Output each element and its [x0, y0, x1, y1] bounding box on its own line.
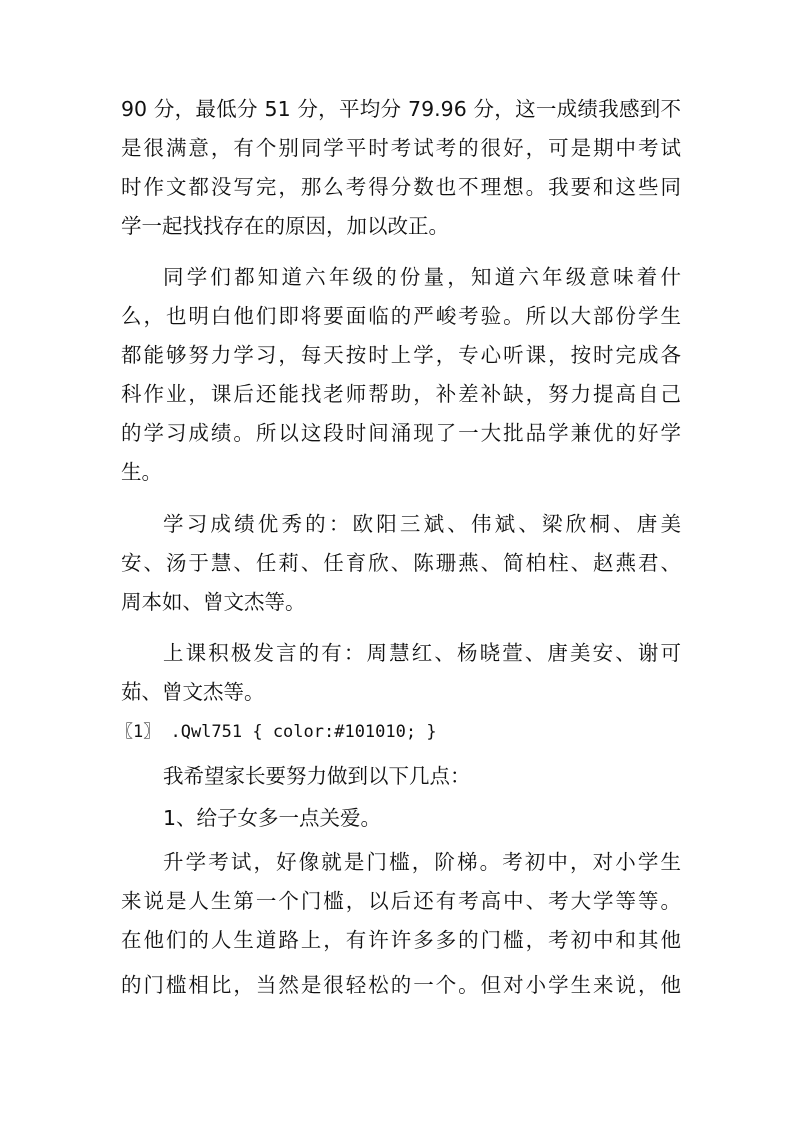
paragraph-1-line-2: 是很满意，有个别同学平时考试考的很好，可是期中考试	[121, 136, 681, 160]
paragraph-7-line-2: 来说是人生第一个门槛，以后还有考高中、考大学等等。	[121, 889, 681, 913]
paragraph-2-line-6: 生。	[121, 460, 162, 484]
paragraph-7-line-3: 在他们的人生道路上，有许许多多的门槛，考初中和其他	[121, 928, 681, 952]
paragraph-5-line-1: 我希望家长要努力做到以下几点：	[163, 764, 471, 788]
paragraph-3-line-2: 安、汤于慧、任莉、任育欣、陈珊燕、简柏柱、赵燕君、	[121, 551, 681, 575]
paragraph-6-line-1: 1、给子女多一点关爱。	[163, 806, 382, 830]
paragraph-3-line-1: 学习成绩优秀的：欧阳三斌、伟斌、梁欣桐、唐美	[163, 512, 681, 536]
paragraph-1-line-3: 时作文都没写完，那么考得分数也不理想。我要和这些同	[121, 175, 681, 199]
paragraph-1-line-1: 90 分，最低分 51 分，平均分 79.96 分，这一成绩我感到不	[121, 97, 681, 121]
paragraph-2-line-4: 科作业，课后还能找老师帮助，补差补缺，努力提高自己	[121, 382, 681, 406]
paragraph-2-line-2: 么，也明白他们即将要面临的严峻考验。所以大部份学生	[121, 304, 681, 328]
paragraph-4-line-2: 茹、曾文杰等。	[121, 680, 265, 704]
paragraph-2-line-1: 同学们都知道六年级的份量，知道六年级意味着什	[163, 265, 681, 289]
paragraph-7-line-1: 升学考试，好像就是门槛，阶梯。考初中，对小学生	[163, 850, 681, 874]
style-code-line: 〖1〗 .Qwl751 { color:#101010; }	[116, 722, 437, 742]
paragraph-1-line-4: 学一起找找存在的原因，加以改正。	[121, 214, 449, 238]
paragraph-4-line-1: 上课积极发言的有：周慧红、杨晓萱、唐美安、谢可	[163, 641, 681, 665]
paragraph-2-line-3: 都能够努力学习，每天按时上学，专心听课，按时完成各	[121, 343, 681, 367]
paragraph-7-line-4: 的门槛相比，当然是很轻松的一个。但对小学生来说，他	[121, 973, 681, 997]
paragraph-2-line-5: 的学习成绩。所以这段时间涌现了一大批品学兼优的好学	[121, 421, 681, 445]
paragraph-3-line-3: 周本如、曾文杰等。	[121, 590, 306, 614]
